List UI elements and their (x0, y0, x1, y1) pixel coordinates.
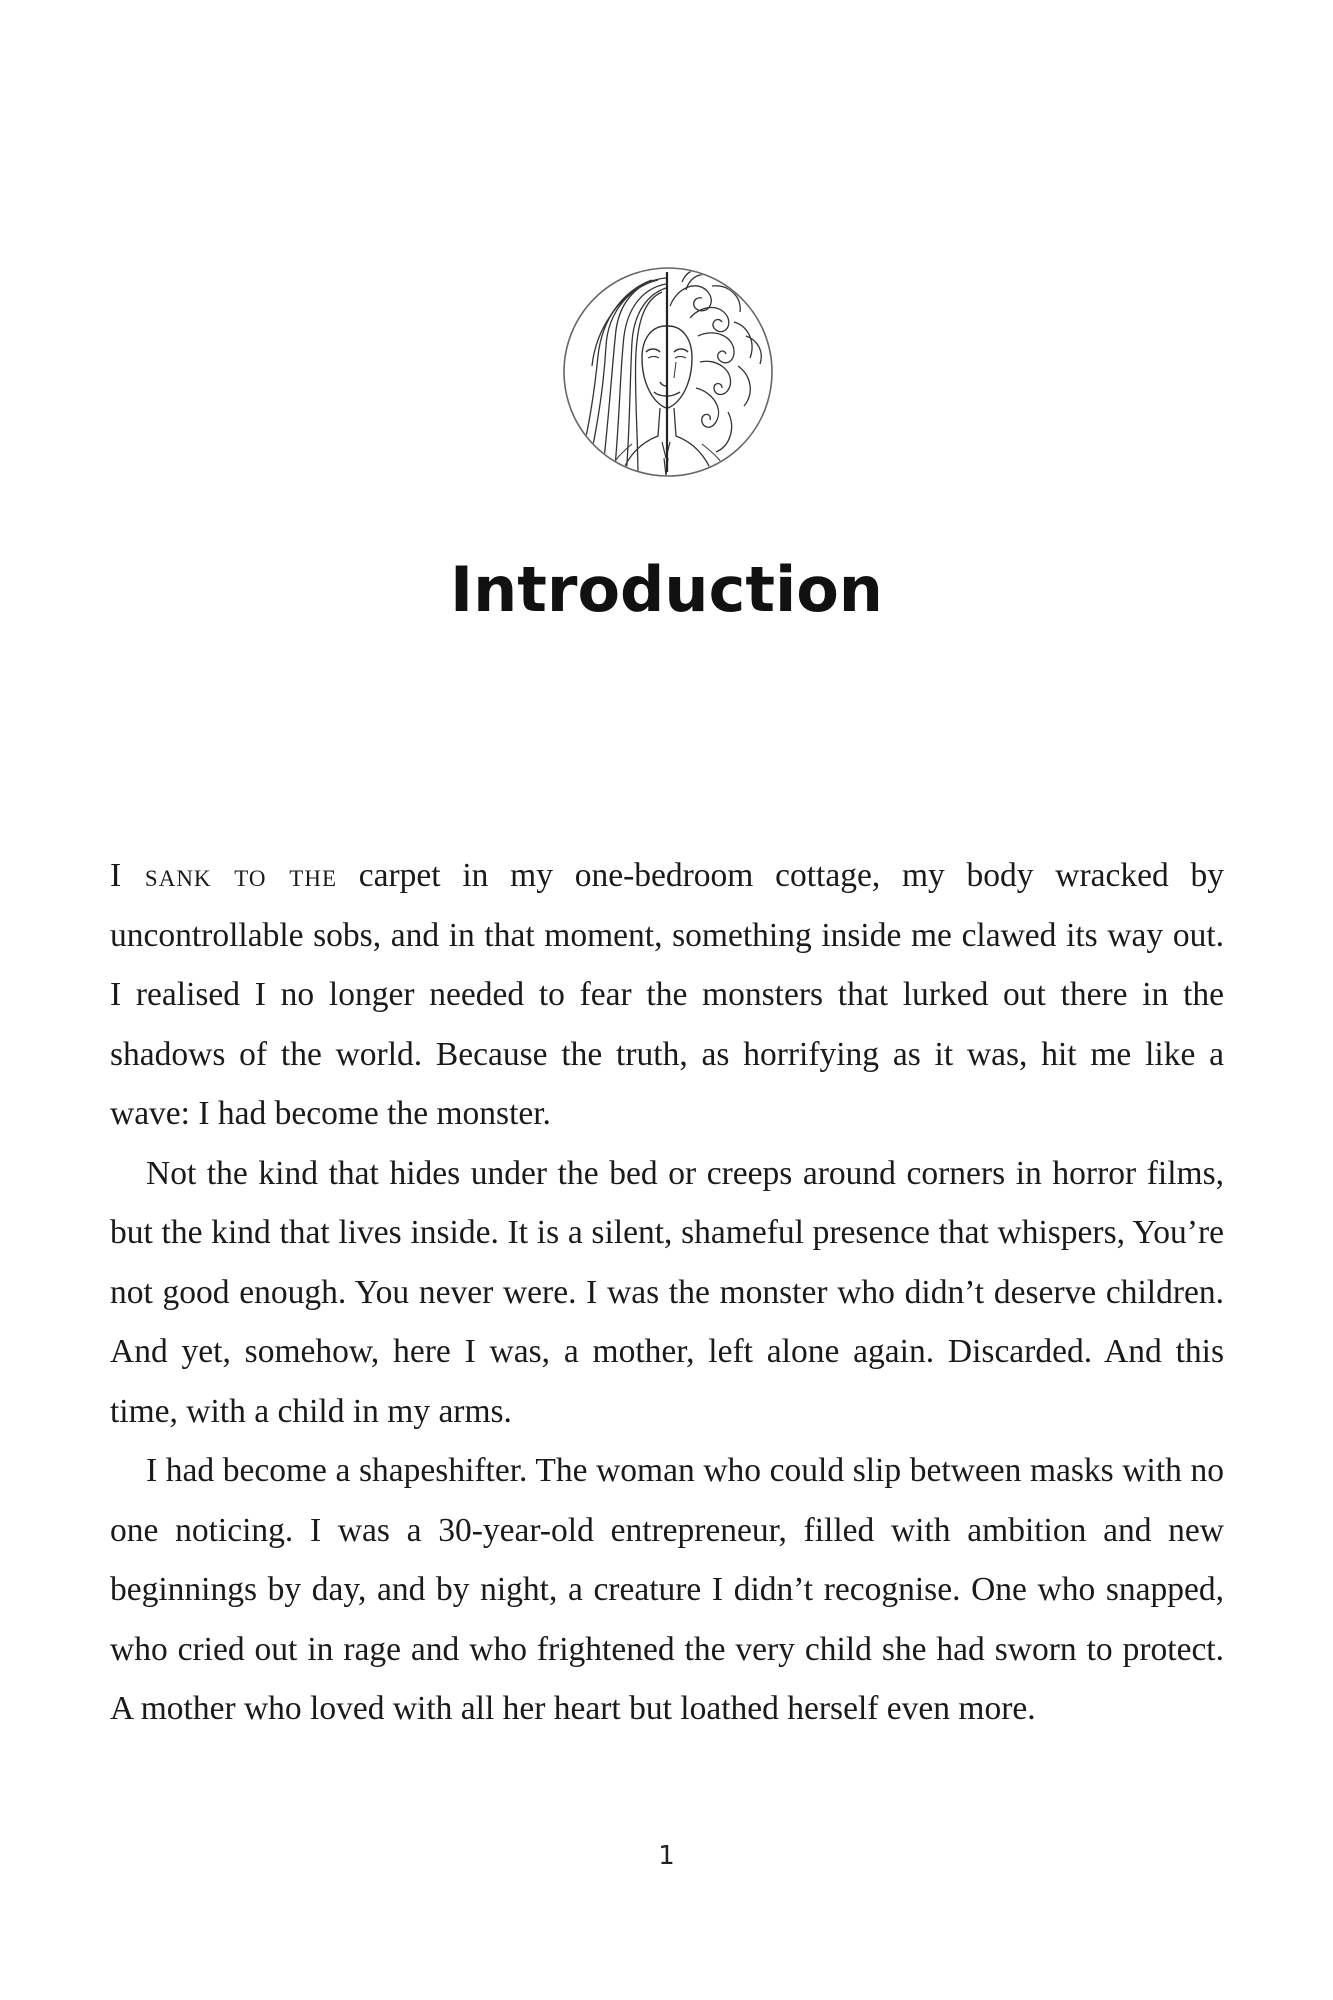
chapter-title: Introduction (450, 553, 883, 626)
page-number: 1 (658, 1841, 675, 1871)
split-face-medusa-portrait-icon (562, 266, 774, 478)
paragraph-1 (110, 846, 1224, 1144)
paragraph-3: I had become a shapeshifter. The woman who could slip between masks with no one noticing. I was a 30-year-old entrepreneur, filled with ambition and new beginnings by day, and by night, a creature I didn’t recognise. One who snapped, who cried out in rage and who frightened the very child she had sworn to protect. A mother who loved with all her heart but loathed herself even more. (110, 1452, 1224, 1727)
chapter-emblem (562, 266, 774, 478)
paragraph-lead-in: I sank to the (110, 857, 338, 894)
body-text (110, 846, 1224, 1739)
paragraph-2: Not the kind that hides under the bed or creeps around corners in horror films, but the kind that lives inside. It is a silent, shameful presence that whispers, You’re not good enough. You never were. I was the monster who didn’t deserve children. And yet, somehow, here I was, a mother, left alone again. Discarded. And this time, with a child in my arms. (110, 1154, 1224, 1430)
paragraph-1-text: carpet in my one-bedroom cottage, my body wracked by uncontrollable sobs, and in that moment, something inside me clawed its way out. I realised I no longer needed to fear the monsters that lurked out there in the shadows of the world. Because the truth, as horrifying as it was, hit me like a wave: I had become the monster. (110, 857, 1224, 1132)
